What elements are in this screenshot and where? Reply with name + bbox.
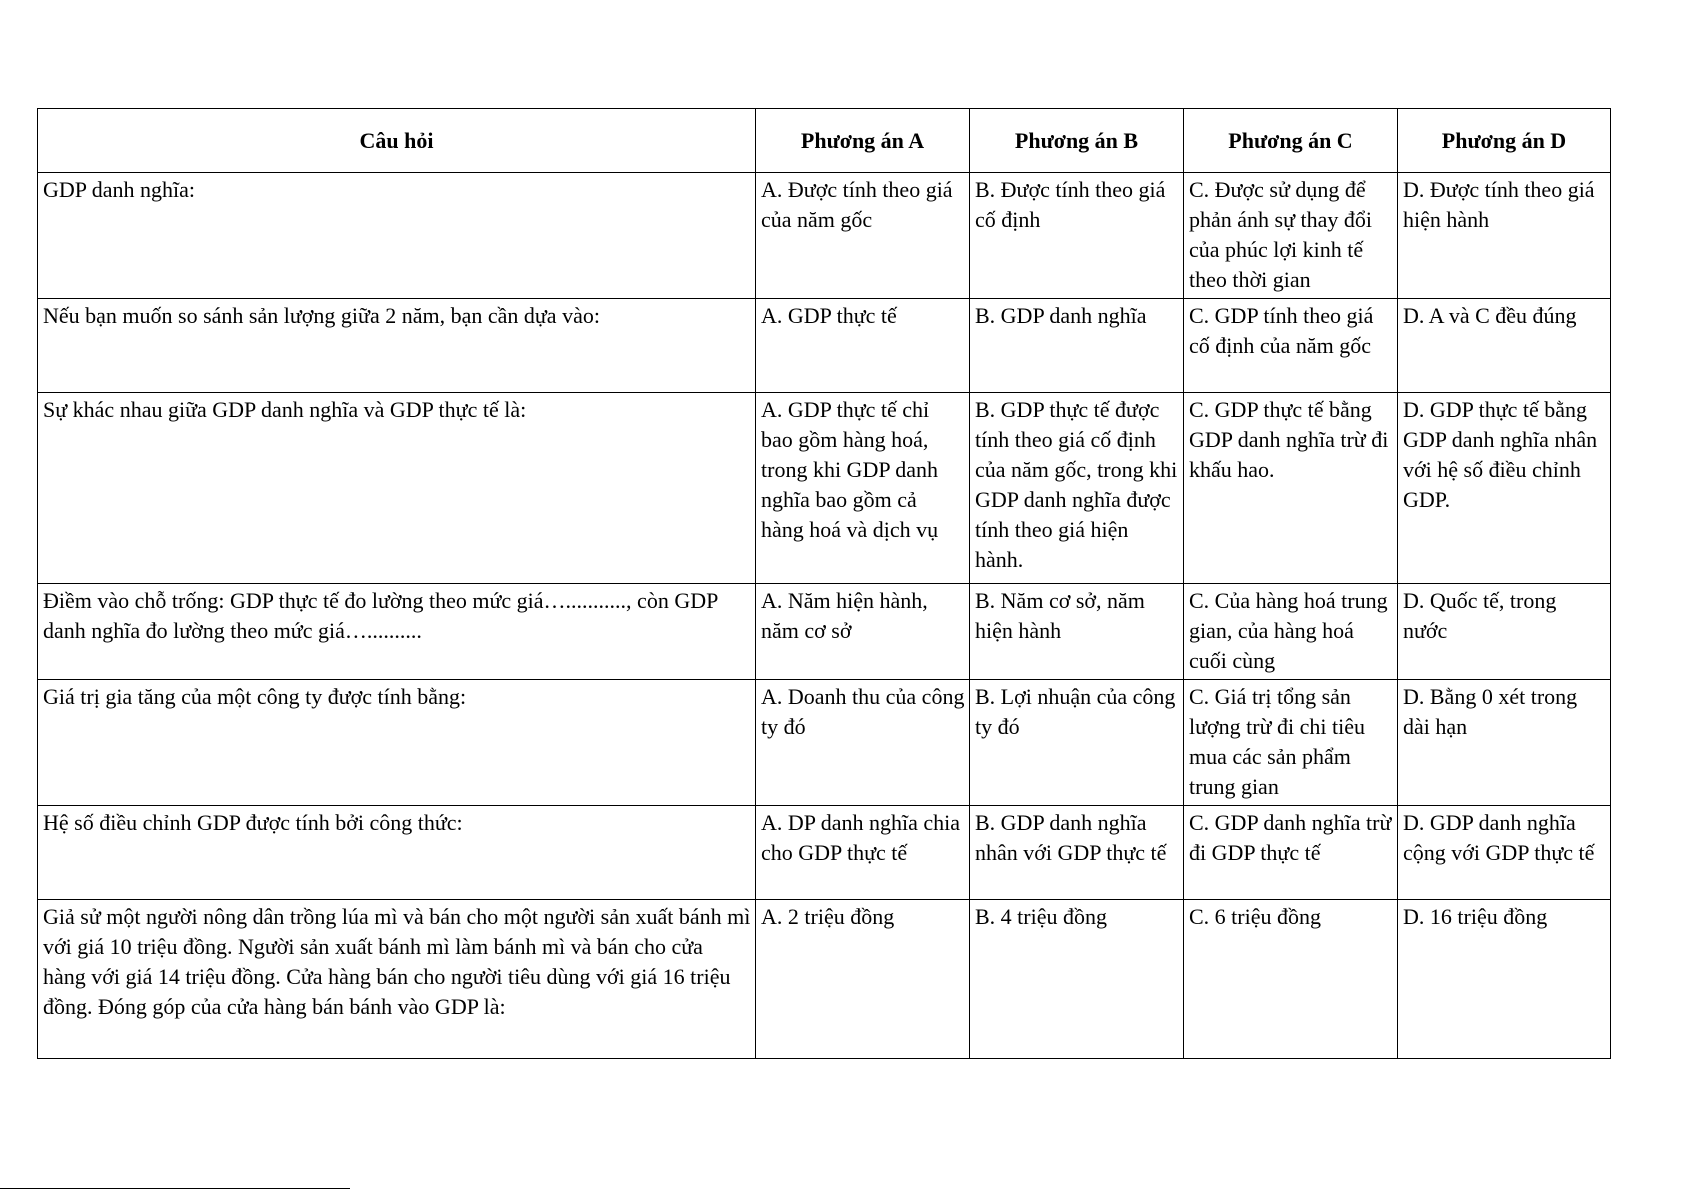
question-cell: Giá trị gia tăng của một công ty được tính bằng: bbox=[38, 680, 756, 806]
option-b-cell: B. Được tính theo giá cố định bbox=[970, 173, 1184, 299]
question-cell: Giả sử một người nông dân trồng lúa mì và bán cho một người sản xuất bánh mì với giá 10 triệu đồng. Người sản xuất bánh mì làm bánh mì và bán cho cửa hàng với giá 14 triệu đồng. Cửa hàng bán cho người tiêu dùng với giá 16 triệu đồng. Đóng góp của cửa hàng bán bánh vào GDP là: bbox=[38, 900, 756, 1059]
option-c-cell: C. 6 triệu đồng bbox=[1184, 900, 1398, 1059]
quiz-table bbox=[37, 108, 1611, 1059]
option-c-cell: C. Được sử dụng để phản ánh sự thay đổi của phúc lợi kinh tế theo thời gian bbox=[1184, 173, 1398, 299]
option-d-cell: D. 16 triệu đồng bbox=[1398, 900, 1611, 1059]
question-cell: GDP danh nghĩa: bbox=[38, 173, 756, 299]
header-option-a: Phương án A bbox=[756, 109, 970, 173]
option-a-cell: A. 2 triệu đồng bbox=[756, 900, 970, 1059]
table-row bbox=[38, 173, 1611, 299]
table-row bbox=[38, 584, 1611, 680]
option-b-cell: B. GDP danh nghĩa nhân với GDP thực tế bbox=[970, 806, 1184, 900]
header-row bbox=[38, 109, 1611, 173]
option-c-cell: C. GDP tính theo giá cố định của năm gốc bbox=[1184, 299, 1398, 393]
option-c-cell: C. Giá trị tổng sản lượng trừ đi chi tiêu mua các sản phẩm trung gian bbox=[1184, 680, 1398, 806]
table-row bbox=[38, 900, 1611, 1059]
footnote-divider bbox=[0, 1188, 350, 1189]
option-a-cell: A. Được tính theo giá của năm gốc bbox=[756, 173, 970, 299]
option-d-cell: D. Bằng 0 xét trong dài hạn bbox=[1398, 680, 1611, 806]
option-d-cell: D. Được tính theo giá hiện hành bbox=[1398, 173, 1611, 299]
question-cell: Điềm vào chỗ trống: GDP thực tế đo lường theo mức giá…..........., còn GDP danh nghĩa đo lường theo mức giá….......... bbox=[38, 584, 756, 680]
option-b-cell: B. GDP danh nghĩa bbox=[970, 299, 1184, 393]
option-b-cell: B. Năm cơ sở, năm hiện hành bbox=[970, 584, 1184, 680]
header-question: Câu hỏi bbox=[38, 109, 756, 173]
option-a-cell: A. Năm hiện hành, năm cơ sở bbox=[756, 584, 970, 680]
option-c-cell: C. GDP thực tế bằng GDP danh nghĩa trừ đi khấu hao. bbox=[1184, 393, 1398, 584]
option-a-cell: A. Doanh thu của công ty đó bbox=[756, 680, 970, 806]
option-a-cell: A. GDP thực tế bbox=[756, 299, 970, 393]
option-c-cell: C. Của hàng hoá trung gian, của hàng hoá cuối cùng bbox=[1184, 584, 1398, 680]
question-cell: Nếu bạn muốn so sánh sản lượng giữa 2 năm, bạn cần dựa vào: bbox=[38, 299, 756, 393]
table-row bbox=[38, 680, 1611, 806]
option-a-cell: A. GDP thực tế chỉ bao gồm hàng hoá, trong khi GDP danh nghĩa bao gồm cả hàng hoá và dịch vụ bbox=[756, 393, 970, 584]
option-a-cell: A. DP danh nghĩa chia cho GDP thực tế bbox=[756, 806, 970, 900]
option-b-cell: B. GDP thực tế được tính theo giá cố định của năm gốc, trong khi GDP danh nghĩa được tính theo giá hiện hành. bbox=[970, 393, 1184, 584]
header-option-c: Phương án C bbox=[1184, 109, 1398, 173]
header-option-d: Phương án D bbox=[1398, 109, 1611, 173]
option-b-cell: B. Lợi nhuận của công ty đó bbox=[970, 680, 1184, 806]
table-row bbox=[38, 299, 1611, 393]
option-d-cell: D. A và C đều đúng bbox=[1398, 299, 1611, 393]
option-d-cell: D. GDP danh nghĩa cộng với GDP thực tế bbox=[1398, 806, 1611, 900]
option-c-cell: C. GDP danh nghĩa trừ đi GDP thực tế bbox=[1184, 806, 1398, 900]
option-d-cell: D. GDP thực tế bằng GDP danh nghĩa nhân với hệ số điều chỉnh GDP. bbox=[1398, 393, 1611, 584]
option-b-cell: B. 4 triệu đồng bbox=[970, 900, 1184, 1059]
header-option-b: Phương án B bbox=[970, 109, 1184, 173]
question-cell: Hệ số điều chỉnh GDP được tính bởi công thức: bbox=[38, 806, 756, 900]
table-row bbox=[38, 806, 1611, 900]
option-d-cell: D. Quốc tế, trong nước bbox=[1398, 584, 1611, 680]
table-row bbox=[38, 393, 1611, 584]
question-cell: Sự khác nhau giữa GDP danh nghĩa và GDP thực tế là: bbox=[38, 393, 756, 584]
